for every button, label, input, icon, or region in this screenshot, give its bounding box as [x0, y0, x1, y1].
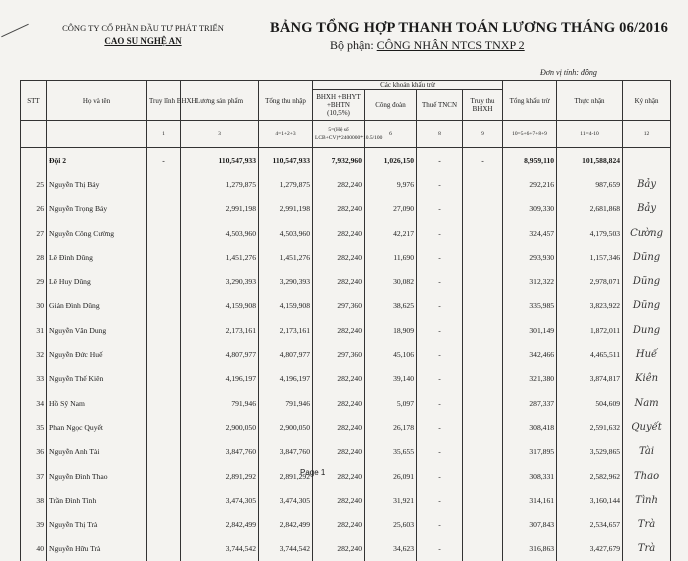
row-stt: 32	[21, 342, 47, 366]
row-tong-khau-tru: 301,149	[503, 318, 557, 342]
row-stt: 39	[21, 512, 47, 536]
row-cong-doan: 9,976	[365, 172, 417, 196]
row-tong-khau-tru: 287,337	[503, 391, 557, 415]
row-tong-thu-nhap: 3,290,393	[259, 269, 313, 293]
company-name-line1: CÔNG TY CỔ PHẦN ĐẦU TƯ PHÁT TRIỂN	[62, 23, 224, 33]
row-thue: -	[417, 488, 463, 512]
row-luong-sp: 2,991,198	[181, 197, 259, 221]
row-stt: 35	[21, 415, 47, 439]
row-thue: -	[417, 391, 463, 415]
group-thuc-nhan: 101,588,824	[557, 148, 623, 173]
table-row	[21, 391, 671, 415]
row-name: Nguyễn Hữu Trà	[47, 537, 147, 561]
row-truy-thu	[463, 269, 503, 293]
group-row	[21, 148, 671, 173]
table-row	[21, 464, 671, 488]
row-bhxh: 297,360	[313, 342, 365, 366]
row-thuc-nhan: 3,427,679	[557, 537, 623, 561]
row-truy-thu	[463, 197, 503, 221]
department-name: CÔNG NHÂN NTCS TNXP 2	[376, 38, 525, 52]
row-signature: Dũng	[623, 294, 671, 318]
table-row	[21, 294, 671, 318]
row-thuc-nhan: 504,609	[557, 391, 623, 415]
row-signature: Bảy	[623, 197, 671, 221]
col-name: Họ và tên	[47, 81, 147, 121]
row-truy-thu	[463, 245, 503, 269]
row-stt: 28	[21, 245, 47, 269]
company-name-line2: CAO SU NGHỆ AN	[104, 36, 182, 46]
row-truy-linh	[147, 367, 181, 391]
row-tong-khau-tru: 342,466	[503, 342, 557, 366]
row-truy-linh	[147, 440, 181, 464]
row-truy-thu	[463, 440, 503, 464]
row-thue: -	[417, 172, 463, 196]
group-tong-thu-nhap: 110,547,933	[259, 148, 313, 173]
row-luong-sp: 1,451,276	[181, 245, 259, 269]
row-bhxh: 282,240	[313, 245, 365, 269]
row-luong-sp: 791,946	[181, 391, 259, 415]
row-signature: Huế	[623, 342, 671, 366]
row-truy-thu	[463, 537, 503, 561]
row-thue: -	[417, 294, 463, 318]
row-bhxh: 282,240	[313, 537, 365, 561]
group-ky-nhan	[623, 148, 671, 173]
row-signature: Trà	[623, 537, 671, 561]
row-thue: -	[417, 221, 463, 245]
row-luong-sp: 2,900,050	[181, 415, 259, 439]
row-truy-thu	[463, 391, 503, 415]
table-row	[21, 172, 671, 196]
row-tong-khau-tru: 314,161	[503, 488, 557, 512]
row-tong-khau-tru: 321,380	[503, 367, 557, 391]
row-tong-khau-tru: 309,330	[503, 197, 557, 221]
row-cong-doan: 34,623	[365, 537, 417, 561]
group-truy-thu: -	[463, 148, 503, 173]
table-row	[21, 367, 671, 391]
table-row	[21, 512, 671, 536]
index-cell: 10=5+6+7+8+9	[503, 121, 557, 148]
row-stt: 33	[21, 367, 47, 391]
row-tong-thu-nhap: 4,196,197	[259, 367, 313, 391]
row-cong-doan: 26,178	[365, 415, 417, 439]
row-tong-khau-tru: 308,418	[503, 415, 557, 439]
row-thue: -	[417, 464, 463, 488]
index-cell: 1	[147, 121, 181, 148]
row-name: Nguyễn Đình Thao	[47, 464, 147, 488]
row-thue: -	[417, 318, 463, 342]
row-thue: -	[417, 245, 463, 269]
row-tong-thu-nhap: 4,159,908	[259, 294, 313, 318]
row-thuc-nhan: 3,874,817	[557, 367, 623, 391]
row-signature: Kiên	[623, 367, 671, 391]
row-stt: 25	[21, 172, 47, 196]
row-name: Nguyễn Thị Trà	[47, 512, 147, 536]
row-cong-doan: 31,921	[365, 488, 417, 512]
row-thue: -	[417, 512, 463, 536]
index-cell: 3	[181, 121, 259, 148]
row-name: Trần Đình Tình	[47, 488, 147, 512]
row-bhxh: 282,240	[313, 172, 365, 196]
row-tong-thu-nhap: 2,991,198	[259, 197, 313, 221]
table-row	[21, 318, 671, 342]
row-truy-thu	[463, 172, 503, 196]
col-thue: Thuế TNCN	[417, 90, 463, 121]
row-cong-doan: 25,603	[365, 512, 417, 536]
row-thuc-nhan: 2,681,868	[557, 197, 623, 221]
row-thue: -	[417, 537, 463, 561]
row-tong-khau-tru: 293,930	[503, 245, 557, 269]
row-name: Nguyễn Trọng Bảy	[47, 197, 147, 221]
row-truy-linh	[147, 488, 181, 512]
index-cell: 12	[623, 121, 671, 148]
index-cell: 4=1+2+3	[259, 121, 313, 148]
index-cell: 8	[417, 121, 463, 148]
page-number: Page 1	[300, 468, 326, 477]
row-tong-khau-tru: 324,457	[503, 221, 557, 245]
row-signature: Bảy	[623, 172, 671, 196]
row-thue: -	[417, 367, 463, 391]
row-signature: Tài	[623, 440, 671, 464]
row-tong-thu-nhap: 2,842,499	[259, 512, 313, 536]
group-tong-khau-tru: 8,959,110	[503, 148, 557, 173]
row-tong-thu-nhap: 2,173,161	[259, 318, 313, 342]
row-luong-sp: 2,842,499	[181, 512, 259, 536]
row-tong-khau-tru: 307,843	[503, 512, 557, 536]
group-luong-sp: 110,547,933	[181, 148, 259, 173]
row-stt: 40	[21, 537, 47, 561]
pen-mark	[1, 24, 29, 38]
table-row	[21, 342, 671, 366]
row-cong-doan: 26,091	[365, 464, 417, 488]
row-truy-thu	[463, 318, 503, 342]
row-tong-khau-tru: 316,863	[503, 537, 557, 561]
row-luong-sp: 3,290,393	[181, 269, 259, 293]
col-thuc-nhan: Thực nhận	[557, 81, 623, 121]
row-name: Nguyễn Thị Bảy	[47, 172, 147, 196]
row-stt: 31	[21, 318, 47, 342]
company-header	[38, 22, 248, 48]
row-luong-sp: 4,503,960	[181, 221, 259, 245]
col-ky-nhan: Ký nhận	[623, 81, 671, 121]
row-thuc-nhan: 4,179,503	[557, 221, 623, 245]
col-bhxh: BHXH +BHYT +BHTN (10,5%)	[313, 90, 365, 121]
row-thuc-nhan: 1,872,011	[557, 318, 623, 342]
row-truy-linh	[147, 342, 181, 366]
row-cong-doan: 38,625	[365, 294, 417, 318]
row-name: Hồ Sỹ Nam	[47, 391, 147, 415]
row-luong-sp: 3,847,760	[181, 440, 259, 464]
row-truy-linh	[147, 245, 181, 269]
row-tong-khau-tru: 335,985	[503, 294, 557, 318]
payroll-table	[20, 80, 671, 561]
group-stt	[21, 148, 47, 173]
row-signature: Quyết	[623, 415, 671, 439]
row-truy-linh	[147, 172, 181, 196]
row-truy-linh	[147, 537, 181, 561]
row-thuc-nhan: 4,465,511	[557, 342, 623, 366]
table-row	[21, 488, 671, 512]
col-truy-thu: Truy thu BHXH	[463, 90, 503, 121]
row-name: Giản Đình Dũng	[47, 294, 147, 318]
document-title: BẢNG TỔNG HỢP THANH TOÁN LƯƠNG THÁNG 06/2016	[270, 20, 669, 36]
row-signature: Trà	[623, 512, 671, 536]
row-truy-linh	[147, 221, 181, 245]
row-tong-thu-nhap: 4,807,977	[259, 342, 313, 366]
index-cell: 11=4-10	[557, 121, 623, 148]
row-stt: 29	[21, 269, 47, 293]
row-tong-thu-nhap: 3,744,542	[259, 537, 313, 561]
col-deductions: Các khoản khấu trừ	[313, 81, 503, 90]
row-truy-linh	[147, 415, 181, 439]
row-thuc-nhan: 987,659	[557, 172, 623, 196]
row-signature: Dũng	[623, 269, 671, 293]
index-cell: 5=(Hệ số LCB+CV)*2400000*10.5/100	[313, 121, 365, 148]
row-signature: Cường	[623, 221, 671, 245]
row-luong-sp: 4,159,908	[181, 294, 259, 318]
col-tong-thu-nhap: Tổng thu nhập	[259, 81, 313, 121]
row-truy-thu	[463, 221, 503, 245]
row-thue: -	[417, 342, 463, 366]
row-bhxh: 282,240	[313, 512, 365, 536]
row-name: Nguyễn Thế Kiên	[47, 367, 147, 391]
table-row	[21, 269, 671, 293]
row-tong-khau-tru: 317,895	[503, 440, 557, 464]
row-signature: Dũng	[623, 245, 671, 269]
table-row	[21, 245, 671, 269]
row-bhxh: 282,240	[313, 464, 365, 488]
row-signature: Tình	[623, 488, 671, 512]
table-row	[21, 197, 671, 221]
index-cell	[21, 121, 47, 148]
col-stt: STT	[21, 81, 47, 121]
row-truy-linh	[147, 391, 181, 415]
row-stt: 27	[21, 221, 47, 245]
row-stt: 26	[21, 197, 47, 221]
row-tong-khau-tru: 308,331	[503, 464, 557, 488]
row-thuc-nhan: 3,823,922	[557, 294, 623, 318]
row-luong-sp: 2,173,161	[181, 318, 259, 342]
group-bhxh: 7,932,960	[313, 148, 365, 173]
col-tong-khau-tru: Tổng khấu trừ	[503, 81, 557, 121]
row-name: Phan Ngọc Quyết	[47, 415, 147, 439]
row-thue: -	[417, 440, 463, 464]
row-cong-doan: 27,090	[365, 197, 417, 221]
row-tong-thu-nhap: 3,847,760	[259, 440, 313, 464]
row-bhxh: 297,360	[313, 294, 365, 318]
row-bhxh: 282,240	[313, 197, 365, 221]
row-truy-linh	[147, 269, 181, 293]
row-bhxh: 282,240	[313, 391, 365, 415]
row-stt: 37	[21, 464, 47, 488]
row-truy-thu	[463, 294, 503, 318]
group-cong-doan: 1,026,150	[365, 148, 417, 173]
row-truy-linh	[147, 318, 181, 342]
row-truy-thu	[463, 415, 503, 439]
row-truy-linh	[147, 197, 181, 221]
row-name: Lê Đình Dũng	[47, 245, 147, 269]
row-tong-thu-nhap: 2,891,292	[259, 464, 313, 488]
row-tong-thu-nhap: 2,900,050	[259, 415, 313, 439]
row-truy-linh	[147, 294, 181, 318]
row-tong-khau-tru: 312,322	[503, 269, 557, 293]
table-row	[21, 221, 671, 245]
row-name: Nguyễn Đức Huế	[47, 342, 147, 366]
row-cong-doan: 11,690	[365, 245, 417, 269]
department-line	[330, 38, 525, 53]
row-name: Nguyễn Văn Dung	[47, 318, 147, 342]
row-tong-thu-nhap: 791,946	[259, 391, 313, 415]
group-thue: -	[417, 148, 463, 173]
row-stt: 38	[21, 488, 47, 512]
row-signature: Thao	[623, 464, 671, 488]
row-luong-sp: 4,196,197	[181, 367, 259, 391]
row-tong-thu-nhap: 4,503,960	[259, 221, 313, 245]
row-thuc-nhan: 1,157,346	[557, 245, 623, 269]
row-tong-khau-tru: 292,216	[503, 172, 557, 196]
row-truy-linh	[147, 512, 181, 536]
row-thuc-nhan: 3,160,144	[557, 488, 623, 512]
row-bhxh: 282,240	[313, 488, 365, 512]
row-name: Nguyễn Anh Tài	[47, 440, 147, 464]
row-truy-thu	[463, 464, 503, 488]
row-bhxh: 282,240	[313, 367, 365, 391]
col-cong-doan: Công đoàn	[365, 90, 417, 121]
row-name: Lê Huy Dũng	[47, 269, 147, 293]
row-bhxh: 282,240	[313, 269, 365, 293]
row-cong-doan: 18,909	[365, 318, 417, 342]
row-signature: Dung	[623, 318, 671, 342]
table-row	[21, 415, 671, 439]
row-name: Nguyễn Công Cường	[47, 221, 147, 245]
index-cell: 9	[463, 121, 503, 148]
row-bhxh: 282,240	[313, 221, 365, 245]
col-luong-sp: Lương sản phẩm	[181, 81, 259, 121]
row-cong-doan: 42,217	[365, 221, 417, 245]
row-bhxh: 282,240	[313, 318, 365, 342]
row-bhxh: 282,240	[313, 440, 365, 464]
row-thuc-nhan: 2,582,962	[557, 464, 623, 488]
index-cell: 6	[365, 121, 417, 148]
table-row	[21, 440, 671, 464]
row-luong-sp: 1,279,875	[181, 172, 259, 196]
row-thue: -	[417, 197, 463, 221]
row-truy-thu	[463, 488, 503, 512]
index-cell	[47, 121, 147, 148]
row-tong-thu-nhap: 3,474,305	[259, 488, 313, 512]
col-truy-linh: Truy lĩnh BHXH	[147, 81, 181, 121]
row-stt: 34	[21, 391, 47, 415]
row-signature: Nam	[623, 391, 671, 415]
row-thuc-nhan: 2,534,657	[557, 512, 623, 536]
row-truy-linh	[147, 464, 181, 488]
group-name: Đội 2	[47, 148, 147, 173]
row-thue: -	[417, 415, 463, 439]
row-tong-thu-nhap: 1,279,875	[259, 172, 313, 196]
row-bhxh: 282,240	[313, 415, 365, 439]
row-tong-thu-nhap: 1,451,276	[259, 245, 313, 269]
row-truy-thu	[463, 367, 503, 391]
row-cong-doan: 45,106	[365, 342, 417, 366]
group-truy-linh: -	[147, 148, 181, 173]
row-luong-sp: 2,891,292	[181, 464, 259, 488]
row-luong-sp: 3,474,305	[181, 488, 259, 512]
row-thuc-nhan: 2,978,071	[557, 269, 623, 293]
row-cong-doan: 39,140	[365, 367, 417, 391]
index-row	[21, 121, 671, 148]
row-cong-doan: 30,082	[365, 269, 417, 293]
row-truy-thu	[463, 342, 503, 366]
row-luong-sp: 4,807,977	[181, 342, 259, 366]
department-label: Bộ phận:	[330, 38, 374, 52]
row-stt: 36	[21, 440, 47, 464]
table-row	[21, 537, 671, 561]
row-thuc-nhan: 3,529,865	[557, 440, 623, 464]
row-thue: -	[417, 269, 463, 293]
row-cong-doan: 5,097	[365, 391, 417, 415]
row-cong-doan: 35,655	[365, 440, 417, 464]
row-thuc-nhan: 2,591,632	[557, 415, 623, 439]
row-truy-thu	[463, 512, 503, 536]
row-stt: 30	[21, 294, 47, 318]
unit-note: Đơn vị tính: đồng	[540, 68, 597, 77]
row-luong-sp: 3,744,542	[181, 537, 259, 561]
